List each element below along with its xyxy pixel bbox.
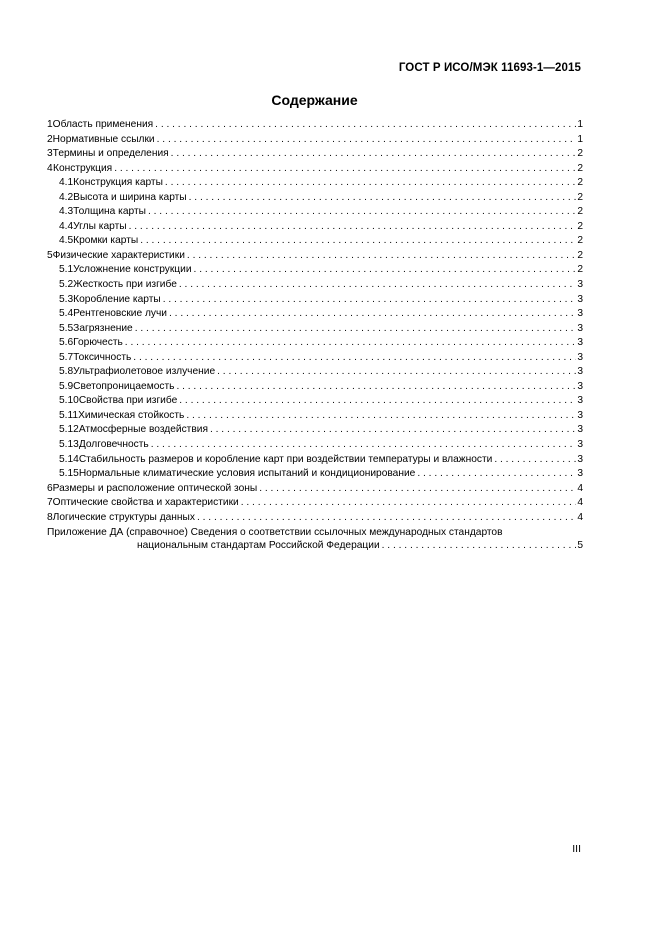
- leader-dots: [187, 249, 576, 264]
- toc-entry-page: 1: [577, 133, 583, 145]
- toc-entry-label: Светопроницаемость: [73, 380, 175, 392]
- toc-entry-number: 5.9: [59, 380, 74, 392]
- leader-dots: [135, 322, 576, 337]
- toc-entry-label: Размеры и расположение оптической зоны: [52, 482, 258, 494]
- toc-entry-page: 3: [577, 322, 583, 334]
- toc-entry-page: 4: [577, 511, 583, 523]
- toc-entry-number: 7: [47, 497, 53, 509]
- leader-dots: [114, 162, 576, 177]
- toc-entry[interactable]: [47, 423, 583, 438]
- leader-dots: [194, 263, 576, 278]
- toc-entry[interactable]: [47, 118, 583, 133]
- toc-entry[interactable]: [47, 307, 583, 322]
- toc-entry-page: 3: [577, 293, 583, 305]
- toc-entry-number: 4.5: [59, 235, 74, 247]
- toc-entry-page: 2: [577, 191, 583, 203]
- toc-entry-number: 4: [47, 162, 53, 174]
- leader-dots: [382, 539, 576, 552]
- toc-entry-label: Усложнение конструкции: [73, 264, 192, 276]
- toc-entry-number: 2: [47, 133, 53, 145]
- toc-entry-label: Горючесть: [73, 337, 123, 349]
- leader-dots: [186, 409, 576, 424]
- annex-title-line2: национальным стандартам Российской Федерации: [137, 540, 380, 552]
- toc-entry-number: 4.2: [59, 191, 74, 203]
- toc-entry-page: 4: [577, 497, 583, 509]
- toc-entry-page: 3: [577, 337, 583, 349]
- toc-entry[interactable]: [47, 191, 583, 206]
- toc-entry[interactable]: [47, 234, 583, 249]
- toc-entry-number: 5.8: [59, 366, 74, 378]
- toc-entry-page: 3: [577, 468, 583, 480]
- toc-entry-label: Загрязнение: [73, 322, 133, 334]
- leader-dots: [155, 118, 576, 133]
- toc-entry-label: Толщина карты: [73, 206, 146, 218]
- toc-entry-page: 3: [577, 380, 583, 392]
- toc-entry-page: 3: [577, 409, 583, 421]
- toc-entry[interactable]: [47, 205, 583, 220]
- toc-entry-number: 5.10: [59, 395, 79, 407]
- toc-entry[interactable]: [47, 351, 583, 366]
- toc-entry-label: Область применения: [52, 119, 154, 130]
- toc-entry[interactable]: [47, 482, 583, 497]
- leader-dots: [241, 496, 576, 511]
- toc-entry-number: 5.1: [59, 264, 74, 276]
- leader-dots: [125, 336, 576, 351]
- leader-dots: [417, 467, 576, 482]
- leader-dots: [197, 511, 576, 526]
- toc-entry-label: Стабильность размеров и коробление карт при воздействии температуры и влажности: [78, 453, 493, 465]
- toc-entry-number: 5.5: [59, 322, 74, 334]
- toc-entry[interactable]: [47, 336, 583, 351]
- toc-entry-number: 5: [47, 249, 53, 261]
- toc-entry[interactable]: [47, 394, 583, 409]
- toc-entry-number: 5.4: [59, 308, 74, 320]
- leader-dots: [165, 176, 576, 191]
- leader-dots: [189, 191, 576, 206]
- toc-entry-page: 2: [577, 220, 583, 232]
- toc-entry-label: Токсичность: [73, 351, 132, 363]
- toc-entry[interactable]: [47, 322, 583, 337]
- toc-entry[interactable]: [47, 496, 583, 511]
- toc-entry-page: 3: [577, 453, 583, 465]
- toc-entry-label: Логические структуры данных: [52, 511, 195, 523]
- leader-dots: [148, 205, 576, 220]
- toc-entry-number: 8: [47, 511, 53, 523]
- toc-entry-number: 5.12: [59, 424, 79, 436]
- leader-dots: [157, 133, 576, 148]
- toc-entry-label: Рентгеновские лучи: [73, 308, 167, 320]
- toc-entry-label: Химическая стойкость: [78, 409, 185, 421]
- toc-title: Содержание: [271, 92, 358, 108]
- toc-entry-page: 2: [577, 264, 583, 276]
- toc-entry[interactable]: [47, 438, 583, 453]
- toc-entry-page: 2: [577, 148, 583, 160]
- leader-dots: [151, 438, 576, 453]
- toc-entry-page: 3: [577, 395, 583, 407]
- leader-dots: [176, 380, 576, 395]
- toc-entry-number: 1: [47, 119, 53, 130]
- toc-entry-page: 3: [577, 279, 583, 291]
- toc-entry-page: 3: [577, 351, 583, 363]
- toc-entry-number: 5.2: [59, 279, 74, 291]
- leader-dots: [169, 307, 576, 322]
- toc-entry-label: Ультрафиолетовое излучение: [73, 366, 216, 378]
- toc-entry[interactable]: [47, 409, 583, 424]
- leader-dots: [163, 293, 576, 308]
- toc-entry-page: 3: [577, 308, 583, 320]
- toc-entry-page: 2: [577, 162, 583, 174]
- toc-entry-number: 5.13: [59, 439, 79, 451]
- toc-entry[interactable]: [47, 365, 583, 380]
- leader-dots: [171, 147, 576, 162]
- document-code: ГОСТ Р ИСО/МЭК 11693-1—2015: [398, 62, 581, 74]
- toc-entry-label: Жесткость при изгибе: [73, 279, 177, 291]
- toc-entry-page: 2: [577, 235, 583, 247]
- leader-dots: [179, 278, 576, 293]
- leader-dots: [140, 234, 576, 249]
- toc-entry-page: 3: [577, 424, 583, 436]
- toc-entry-label: Оптические свойства и характеристики: [52, 497, 239, 509]
- toc-entry-number: 4.3: [59, 206, 74, 218]
- toc-entry-label: Конструкция карты: [73, 177, 163, 189]
- toc-entry[interactable]: [47, 278, 583, 293]
- leader-dots: [133, 351, 576, 366]
- toc-entry-number: 3: [47, 148, 53, 160]
- toc-entry-number: 5.7: [59, 351, 74, 363]
- leader-dots: [494, 453, 576, 468]
- toc-entry-label: Коробление карты: [73, 293, 161, 305]
- toc-entry-number: 6: [47, 482, 53, 494]
- toc-entry-label: Атмосферные воздействия: [78, 424, 208, 436]
- annex-page: 5: [577, 540, 583, 552]
- toc-entry[interactable]: [47, 380, 583, 395]
- toc-entry[interactable]: [47, 293, 583, 308]
- toc-entry-page: 2: [577, 206, 583, 218]
- toc-entry-label: Конструкция: [53, 162, 113, 174]
- toc-entry-label: Нормальные климатические условия испытаний и кондиционирование: [78, 468, 416, 480]
- toc-entry-number: 5.6: [59, 337, 74, 349]
- leader-dots: [210, 423, 576, 438]
- page-number: III: [572, 843, 581, 855]
- toc-entry[interactable]: [47, 147, 583, 162]
- toc-entry-number: 5.15: [59, 468, 79, 480]
- toc-entry[interactable]: [47, 453, 583, 468]
- toc-entry-page: 4: [577, 482, 583, 494]
- leader-dots: [217, 365, 576, 380]
- toc-entry[interactable]: [47, 162, 583, 177]
- toc-entry-number: 5.14: [59, 453, 79, 465]
- toc-entry-label: Нормативные ссылки: [52, 133, 155, 145]
- toc-entry-label: Кромки карты: [73, 235, 139, 247]
- toc-entry[interactable]: [47, 220, 583, 235]
- toc-entry-number: 5.3: [59, 293, 74, 305]
- toc-entry-number: 4.4: [59, 220, 74, 232]
- toc-entry-page: 1: [577, 119, 583, 130]
- toc-annex-entry[interactable]: [47, 526, 583, 552]
- annex-title-line1: Приложение ДА (справочное) Сведения о соответствии ссылочных международных стандартов: [47, 527, 503, 539]
- toc-entry[interactable]: [47, 467, 583, 482]
- leader-dots: [129, 220, 576, 235]
- toc-entry[interactable]: [47, 511, 583, 526]
- toc-entry-page: 2: [577, 177, 583, 189]
- toc-entry[interactable]: [47, 249, 583, 264]
- toc-entry[interactable]: [47, 133, 583, 148]
- leader-dots: [179, 394, 576, 409]
- toc-entry-page: 3: [577, 366, 583, 378]
- toc-entry-page: 3: [577, 439, 583, 451]
- toc-entry[interactable]: [47, 176, 583, 191]
- toc-entry[interactable]: [47, 263, 583, 278]
- toc-entry-label: Свойства при изгибе: [78, 395, 178, 407]
- leader-dots: [259, 482, 576, 497]
- toc-entry-label: Термины и определения: [52, 148, 169, 160]
- toc-entry-number: 4.1: [59, 177, 74, 189]
- toc-entry-label: Физические характеристики: [52, 249, 185, 261]
- toc-entry-label: Углы карты: [73, 220, 127, 232]
- toc-entry-label: Высота и ширина карты: [73, 191, 187, 203]
- toc-entry-label: Долговечность: [78, 439, 149, 451]
- toc-entry-page: 2: [577, 249, 583, 261]
- toc-entry-number: 5.11: [59, 409, 79, 421]
- table-of-contents: [47, 118, 583, 552]
